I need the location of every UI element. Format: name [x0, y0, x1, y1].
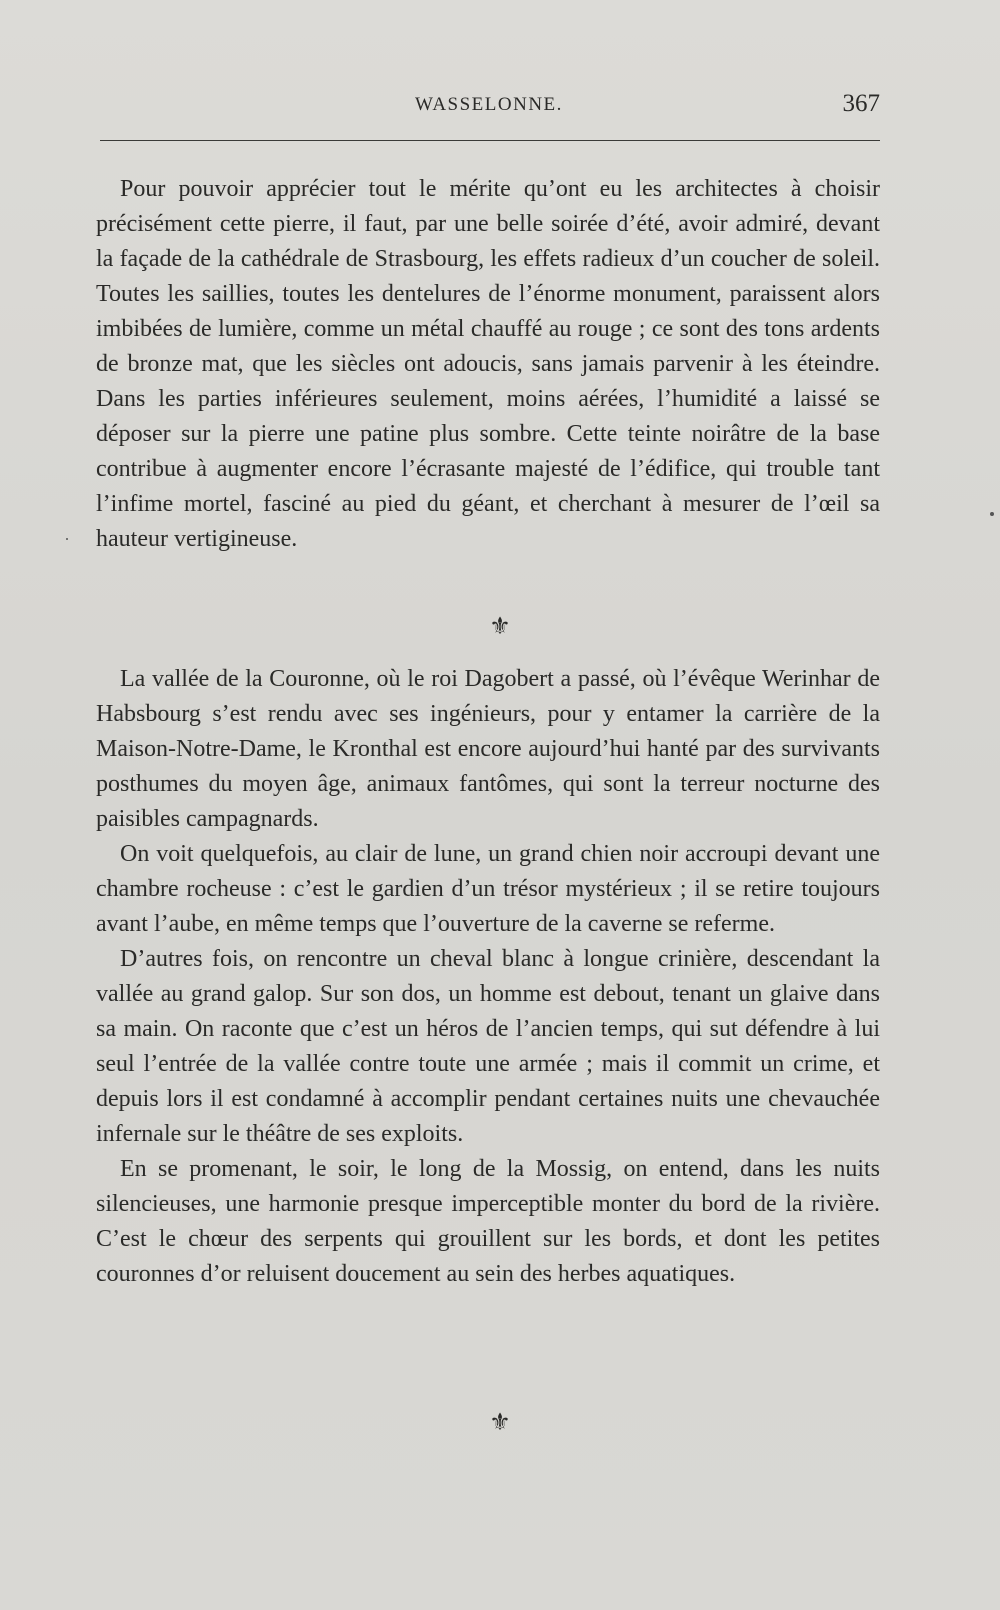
paragraph: D’autres fois, on rencontre un cheval blanc à longue crinière, descendant la vallée au grand galop. Sur son dos, un homme est debout, tenant un glaive dans sa main. On raconte que c’est un héros de l’ancien temps, qui sut défendre à lui seul l’entrée de la vallée contre toute une armée ; mais il commit un crime, et depuis lors il est condamné à accomplir pendant certaines nuits une chevauchée infernale sur le théâtre de ses exploits.: [96, 946, 880, 1147]
header-rule: [100, 140, 880, 141]
page-header: [100, 90, 880, 130]
running-head: WASSELONNE.: [415, 94, 563, 115]
fleuron-ornament-icon: ⚜: [489, 614, 511, 640]
paper-speck: [66, 538, 68, 540]
paragraph: Pour pouvoir apprécier tout le mérite qu’ont eu les architectes à choisir précisément cette pierre, il faut, par une belle soirée d’été, avoir admiré, devant la façade de la cathédrale de Strasbourg, les effets radieux d’un coucher de soleil. Toutes les saillies, toutes les dentelures de l’énorme monument, paraissent alors imbibées de lumière, comme un métal chauffé au rouge ; ce sont des tons ardents de bronze mat, que les siècles ont adoucis, sans jamais parvenir à les éteindre. Dans les parties inférieures seulement, moins aérées, l’humidité a laissé se déposer sur la pierre une patine plus sombre. Cette teinte noirâtre de la base contribue à augmenter encore l’écrasante majesté de l’édifice, qui trouble tant l’infime mortel, fasciné au pied du géant, et cherchant à mesurer de l’œil sa hauteur vertigineuse.: [96, 176, 880, 552]
fleuron-ornament-icon: ⚜: [489, 1410, 511, 1436]
section-kronthal: [96, 662, 880, 1292]
paragraph: En se promenant, le soir, le long de la Mossig, on entend, dans les nuits silencieuses, une harmonie presque imperceptible monter du bord de la rivière. C’est le chœur des serpents qui grouillent sur les bords, et dont les petites couronnes d’or reluisent doucement au sein des herbes aquatiques.: [96, 1156, 880, 1287]
page-number: 367: [842, 90, 880, 117]
paragraph: La vallée de la Couronne, où le roi Dagobert a passé, où l’évêque Werinhar de Habsbourg s’est rendu avec ses ingénieurs, pour y entamer la carrière de la Maison-Notre-Dame, le Kronthal est encore aujourd’hui hanté par des survivants posthumes du moyen âge, animaux fantômes, qui sont la terreur nocturne des paisibles campagnards.: [96, 666, 880, 832]
section-cathedral: [96, 172, 880, 557]
paper-speck: [990, 512, 994, 516]
paragraph: On voit quelquefois, au clair de lune, un grand chien noir accroupi devant une chambre rocheuse : c’est le gardien d’un trésor mystérieux ; il se retire toujours avant l’aube, en même temps que l’ouverture de la caverne se referme.: [96, 841, 880, 937]
